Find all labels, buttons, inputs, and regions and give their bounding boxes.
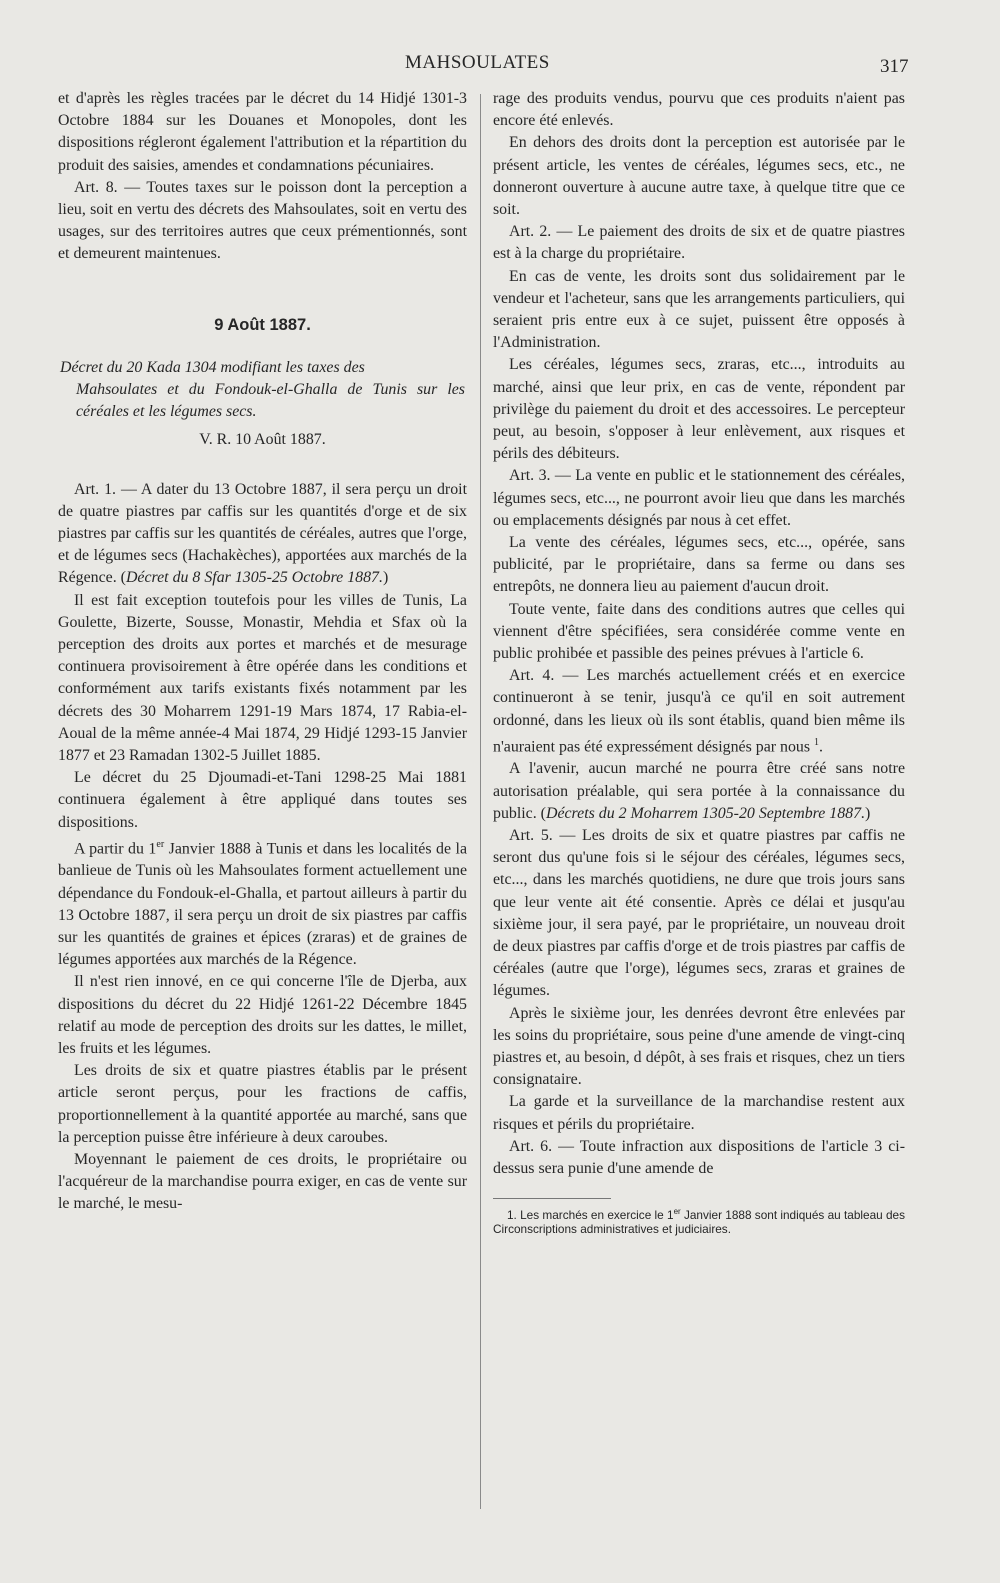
running-title: MAHSOULATES xyxy=(405,52,550,73)
paragraph: En dehors des droits dont la perception est autorisée par le présent article, les ventes de céréales, légumes secs, etc., ne donneront ouverture à aucune autre taxe, à quelque titre que ce soit. xyxy=(493,134,905,219)
right-column xyxy=(493,88,905,1236)
decree-title-line-2: Mahsoulates et du Fondouk-el-Ghalla de Tunis sur les céréales et les légumes secs. xyxy=(76,381,465,421)
article-3: Art. 3. — La vente en public et le stationnement des céréales, légumes secs, etc..., ne pourront avoir lieu que dans les marchés ou emplacements désignés par nous à cet effet. xyxy=(493,467,905,529)
article-1 xyxy=(58,479,467,590)
paragraph: Toute vente, faite dans des conditions autres que celles qui viennent d'être spécifiées, sera considérée comme vente en public prohibée et passible des peines prévues à l'article 6. xyxy=(493,600,905,663)
paragraph: Il n'est rien innové, en ce qui concerne l'île de Djerba, aux dispositions du décret du 22 Hidjé 1261-22 Décembre 1845 relatif au mode de perception des droits sur les dattes, le millet, les fruits et les légumes. xyxy=(58,973,467,1058)
paragraph: Le décret du 25 Djoumadi-et-Tani 1298-25 Mai 1881 continuera également à être appliqué dans toutes ses dispositions. xyxy=(58,769,467,831)
footnote xyxy=(493,1205,905,1236)
running-header xyxy=(0,52,1000,80)
article-1-close: ) xyxy=(382,569,389,587)
article-1-reference: Décret du 8 Sfar 1305-25 Octobre 1887. xyxy=(125,569,383,587)
article-4 xyxy=(493,665,905,758)
paragraph: Après le sixième jour, les denrées devront être enlevées par les soins du propriétaire, sous peine d'une amende de vingt-cinq piastres et, au besoin, d dépôt, à ses frais et risques, chez un tiers consignataire. xyxy=(493,1004,905,1089)
article-6: Art. 6. — Toute infraction aux dispositions de l'article 3 ci-dessus sera punie d'une amende de xyxy=(493,1137,905,1178)
paragraph: rage des produits vendus, pourvu que ces produits n'aient pas encore été enlevés. xyxy=(493,90,905,130)
decree-title xyxy=(58,357,467,424)
footnote-marker: 1 xyxy=(814,736,820,748)
column-divider xyxy=(480,94,481,1509)
article-2: Art. 2. — Le paiement des droits de six et de quatre piastres est à la charge du propriétaire. xyxy=(493,223,905,263)
footnote-text: 1. Les marchés en exercice le 1 xyxy=(507,1208,674,1223)
left-column xyxy=(58,88,467,1216)
paragraph: et d'après les règles tracées par le décret du 14 Hidjé 1301-3 Octobre 1884 sur les Douanes et Monopoles, dont les dispositions régleront également l'attribution et la répartition du produit des saisies, amendes et condamnations pécuniaires. xyxy=(58,90,467,174)
paragraph: Les droits de six et quatre piastres établis par le présent article seront perçus, pour les fractions de caffis, proportionnellement à la quantité apportée au marché, sans que la perception puisse être inférieure à deux caroubes. xyxy=(58,1062,467,1146)
paragraph: Les céréales, légumes secs, zraras, etc..., introduits au marché, ainsi que leur prix, en cas de vente, répondent par privilège du paiement du droit et des accessoires. Le percepteur peut, au besoin, s'opposer à leur enlèvement, aux risques et périls des débiteurs. xyxy=(493,356,905,463)
paragraph-text: A partir du 1 xyxy=(74,840,157,858)
period: . xyxy=(819,738,824,756)
article-8: Art. 8. — Toutes taxes sur le poisson dont la perception a lieu, soit en vertu des décrets des Mahsoulates, soit en vertu des usages, sur des territoires autres que ceux prémentionnés, sont et demeurent maintenues. xyxy=(58,178,467,263)
footnote-text: Janvier 1888 sont indiqués au tableau des Circonscriptions administratives et judiciaires. xyxy=(493,1208,905,1237)
decree-title-line-1: Décret du 20 Kada 1304 modifiant les taxes des xyxy=(60,358,365,376)
article-4-text: Art. 4. — Les marchés actuellement créés et en exercice continueront à se tenir, jusqu'à ce qu'il en soit autrement ordonné, dans les lieux où ils sont établis, quand bien même ils n'auraient pas été expressément désignés par nous xyxy=(493,667,905,756)
footnote-separator xyxy=(493,1198,611,1199)
article-5: Art. 5. — Les droits de six et quatre piastres par caffis ne seront dus qu'une fois si le séjour des céréales, légumes secs, etc..., dans les marchés quotidiens, ne dure que trois jours sans que leur vente ait été consentie. Après ce délai et jusqu'au sixième jour, il sera payé, par le propriétaire, un nouveau droit de deux piastres par caffis d'orge et de trois piastres par caffis de céréales (autre que l'orge), légumes secs, zraras et graines de légumes. xyxy=(493,827,905,1000)
paragraph: La vente des céréales, légumes secs, etc..., opérée, sans publicité, par le propriétaire, dans sa ferme ou dans ses entrepôts, ne donnera lieu au paiement d'aucun droit. xyxy=(493,534,905,596)
ordinal-superscript: er xyxy=(156,838,165,850)
decree-date: 9 Août 1887. xyxy=(214,315,311,334)
paragraph: La garde et la surveillance de la marchandise restent aux risques et périls du propriétaire. xyxy=(493,1093,905,1133)
page-number: 317 xyxy=(880,56,909,77)
promulgation-note: V. R. 10 Août 1887. xyxy=(199,431,326,449)
paragraph: En cas de vente, les droits sont dus solidairement par le vendeur et l'acheteur, sans que les arrangements particuliers, qui seraient pris entre eux à ce sujet, puissent être opposés à l'Administration. xyxy=(493,267,905,352)
paragraph: Il est fait exception toutefois pour les villes de Tunis, La Goulette, Bizerte, Sousse, Monastir, Mehdia et Sfax où la perception des droits aux portes et marchés et de mesurage continuera provisoirement à être opérée dans les conditions et conformément aux tarifs existants fixés notamment par les décrets des 30 Moharrem 1291-19 Mars 1874, 17 Rabia-el-Aoual de la même année-4 Mai 1874, 29 Hidjé 1293-15 Janvier 1877 et 23 Ramadan 1302-5 Juillet 1885. xyxy=(58,591,467,765)
paragraph xyxy=(58,834,467,972)
paragraph xyxy=(493,758,905,825)
paragraph-text: A l'avenir, aucun marché ne pourra être créé sans notre autorisation préalable, qui sera portée à la connaissance du public. ( xyxy=(493,760,905,822)
ordinal-superscript: er xyxy=(673,1207,681,1217)
paragraph: Moyennant le paiement de ces droits, le propriétaire ou l'acquéreur de la marchandise pourra exiger, en cas de vente sur le marché, le mesu- xyxy=(58,1151,467,1213)
article-1-text: Art. 1. — A dater du 13 Octobre 1887, il sera perçu un droit de quatre piastres par caffis sur les quantités d'orge et de six piastres par caffis sur les quantités de céréales, autres que l'orge, et de légumes secs (Hachakèches), apportées aux marchés de la Régence. ( xyxy=(58,480,467,587)
paragraph-close: ) xyxy=(865,804,871,822)
paragraph-text: Janvier 1888 à Tunis et dans les localités de la banlieue de Tunis où les Mahsoulates forment actuellement une dépendance du Fondouk-el-Ghalla, et partout ailleurs à partir du 13 Octobre 1887, il sera perçu un droit de six piastres par caffis sur les quantités de graines et épices (zraras) et de graines de légumes apportées aux marchés de la Régence. xyxy=(58,840,468,969)
decree-reference: Décrets du 2 Moharrem 1305-20 Septembre 1887. xyxy=(545,804,866,822)
